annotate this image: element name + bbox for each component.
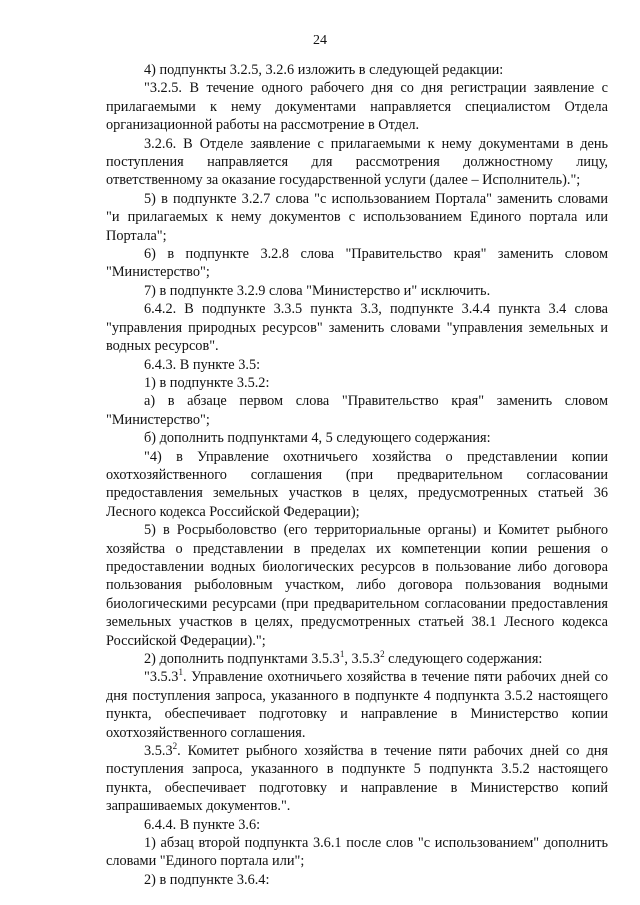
paragraph: а) в абзаце первом слова "Правительство края" заменить словом "Министерство"; (106, 393, 608, 428)
superscript: 1 (178, 667, 183, 678)
paragraph: 3.2.6. В Отделе заявление с прилагаемыми к нему документами в день поступления направляется для рассмотрения должностному лицу, ответственному за оказание государственной услуги (далее – Исполнитель)."; (106, 135, 608, 189)
paragraph (106, 668, 608, 742)
paragraph: 7) в подпункте 3.2.9 слова "Министерство и" исключить. (144, 282, 491, 299)
paragraph-text: следующего содержания: (384, 651, 543, 667)
superscript: 1 (339, 649, 345, 660)
paragraph: 6.4.2. В подпункте 3.3.5 пункта 3.3, подпункте 3.4.4 пункта 3.4 слова "управления природных ресурсов" заменить словами "управления земельных и водных ресурсов". (106, 301, 608, 355)
paragraph: 1) абзац второй подпункта 3.6.1 после слов "с использованием" дополнить словами "Единого портала или"; (106, 835, 608, 870)
paragraph-text: "3.5.3 (144, 669, 179, 686)
document-body (106, 61, 608, 889)
paragraph: 6) в подпункте 3.2.8 слова "Правительство края" заменить словом "Министерство"; (106, 246, 608, 281)
paragraph: 6.4.3. В пункте 3.5: (144, 356, 261, 373)
superscript: 2 (172, 741, 178, 752)
paragraph (106, 742, 608, 816)
superscript: 2 (380, 649, 385, 660)
paragraph (106, 650, 608, 668)
paragraph-text: . Управление охотничьего хозяйства в течение пяти рабочих дней со дня поступления запроса, указанного в подпункте 4 подпункта 3.5.2 настоящего пункта, обеспечивает подготовку и направление в Министерство копии охотхозяйственного соглашения. (106, 669, 608, 741)
paragraph: 4) подпункты 3.2.5, 3.2.6 изложить в следующей редакции: (144, 62, 504, 78)
paragraph: 1) в подпункте 3.5.2: (144, 374, 270, 391)
paragraph-text: 2) дополнить подпунктами 3.5.3 (144, 651, 340, 667)
paragraph: 6.4.4. В пункте 3.6: (144, 816, 261, 833)
paragraph: 5) в подпункте 3.2.7 слова "с использованием Портала" заменить словами "и прилагаемых к нему документов с использованием Единого портала или Портала"; (106, 190, 608, 244)
paragraph: 5) в Росрыболовство (его территориальные органы) и Комитет рыбного хозяйства о представлении в пределах их компетенции копии решения о предоставлении водных биологических ресурсов в пользование либо договора пользования рыболовным участком, либо договора пользования водными биологическими ресурсами (при предварительном согласовании предоставления земельных участков в целях, предусмотренных статьей 38.1 Лесного кодекса Российской Федерации)."; (106, 522, 608, 649)
paragraph: "4) в Управление охотничьего хозяйства о представлении копии охотхозяйственного соглашения (при предварительном согласовании предоставления земельных участков в целях, предусмотренных статьей 36 Лесного кодекса Российской Федерации); (106, 448, 608, 520)
paragraph-text: , 3.5.3 (344, 651, 381, 667)
page-number: 24 (313, 33, 327, 48)
paragraph-text: 3.5.3 (144, 743, 173, 760)
paragraph: б) дополнить подпунктами 4, 5 следующего содержания: (144, 430, 491, 447)
paragraph: "3.2.5. В течение одного рабочего дня со дня регистрации заявление с прилагаемыми к нему документами направляется специалистом Отдела организационной работы на рассмотрение в Отдел. (106, 80, 608, 134)
paragraph: 2) в подпункте 3.6.4: (144, 871, 270, 888)
paragraph-text: . Комитет рыбного хозяйства в течение пяти рабочих дней со дня поступления запроса, указанного в подпункте 5 подпункта 3.5.2 настоящего пункта, обеспечивает подготовку и направление в Министерство копий запрашиваемых документов.". (106, 743, 608, 815)
